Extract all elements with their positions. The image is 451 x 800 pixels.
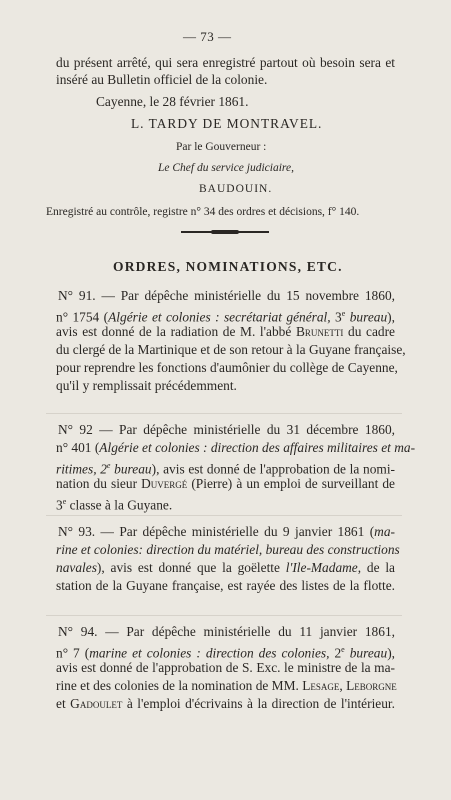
p94-line-4: rine et des colonies de la nomination de MM. Lesage, Leborgne bbox=[56, 678, 397, 693]
p93-line-4: station de la Guyane française, est rayée des listes de la flotte. bbox=[56, 578, 395, 593]
p92-line-1: N° 92 — Par dépêche ministérielle du 31 décembre 1860, bbox=[58, 422, 395, 437]
p91-line-5: pour reprendre les fonctions d'aumônier du collège de Cayenne, bbox=[56, 360, 398, 375]
p91-line-2: n° 1754 (Algérie et colonies : secrétariat général, 3e bureau), bbox=[56, 309, 395, 325]
separator bbox=[46, 515, 402, 516]
p94-line-5: et Gadoulet à l'emploi d'écrivains à la direction de l'intérieur. bbox=[56, 696, 395, 711]
p92-line-4: nation du sieur Duvergé (Pierre) à un emploi de surveillant de bbox=[56, 476, 395, 491]
p93-line-2: rine et colonies: direction du matériel, bureau des constructions bbox=[56, 542, 400, 557]
signatory-name: L. TARDY DE MONTRAVEL. bbox=[131, 116, 323, 131]
p91-line-6: qu'il y remplissait précédemment. bbox=[56, 378, 237, 393]
intro-line-2: inséré au Bulletin officiel de la colonie. bbox=[56, 72, 268, 87]
p92-line-3: ritimes, 2e bureau), avis est donné de l'approbation de la nomi- bbox=[56, 461, 395, 477]
date-line: Cayenne, le 28 février 1861. bbox=[96, 94, 249, 109]
chef-service-judiciaire: Le Chef du service judiciaire, bbox=[158, 162, 294, 174]
p91-line-4: du clergé de la Martinique et de son retour à la Guyane française, bbox=[56, 342, 406, 357]
separator bbox=[46, 615, 402, 616]
registre-line: Enregistré au contrôle, registre n° 34 des ordres et décisions, f° 140. bbox=[46, 206, 360, 218]
p91-line-1: N° 91. — Par dépêche ministérielle du 15 novembre 1860, bbox=[58, 288, 395, 303]
par-le-gouverneur: Par le Gouverneur : bbox=[176, 141, 267, 153]
baudouin-signature: BAUDOUIN. bbox=[199, 183, 273, 195]
p94-line-3: avis est donné de l'approbation de S. Exc. le ministre de la ma- bbox=[56, 660, 395, 675]
ornamental-rule bbox=[181, 231, 269, 233]
p93-line-1: N° 93. — Par dépêche ministérielle du 9 janvier 1861 (ma- bbox=[58, 524, 395, 539]
page-number: — 73 — bbox=[183, 29, 232, 44]
p94-line-2: n° 7 (marine et colonies : direction des colonies, 2e bureau), bbox=[56, 645, 395, 661]
intro-line-1: du présent arrêté, qui sera enregistré partout où besoin sera et bbox=[56, 55, 395, 70]
section-title: ORDRES, NOMINATIONS, ETC. bbox=[113, 259, 343, 274]
p92-line-2: n° 401 (Algérie et colonies : direction des affaires militaires et ma- bbox=[56, 440, 416, 455]
p93-line-3: navales), avis est donné que la goëlette l'Ile-Madame, de la bbox=[56, 560, 395, 575]
p92-line-5: 3e classe à la Guyane. bbox=[56, 497, 173, 513]
separator bbox=[46, 413, 402, 414]
p94-line-1: N° 94. — Par dépêche ministérielle du 11 janvier 1861, bbox=[58, 624, 395, 639]
p91-line-3: avis est donné de la radiation de M. l'abbé Brunetti du cadre bbox=[56, 324, 396, 339]
